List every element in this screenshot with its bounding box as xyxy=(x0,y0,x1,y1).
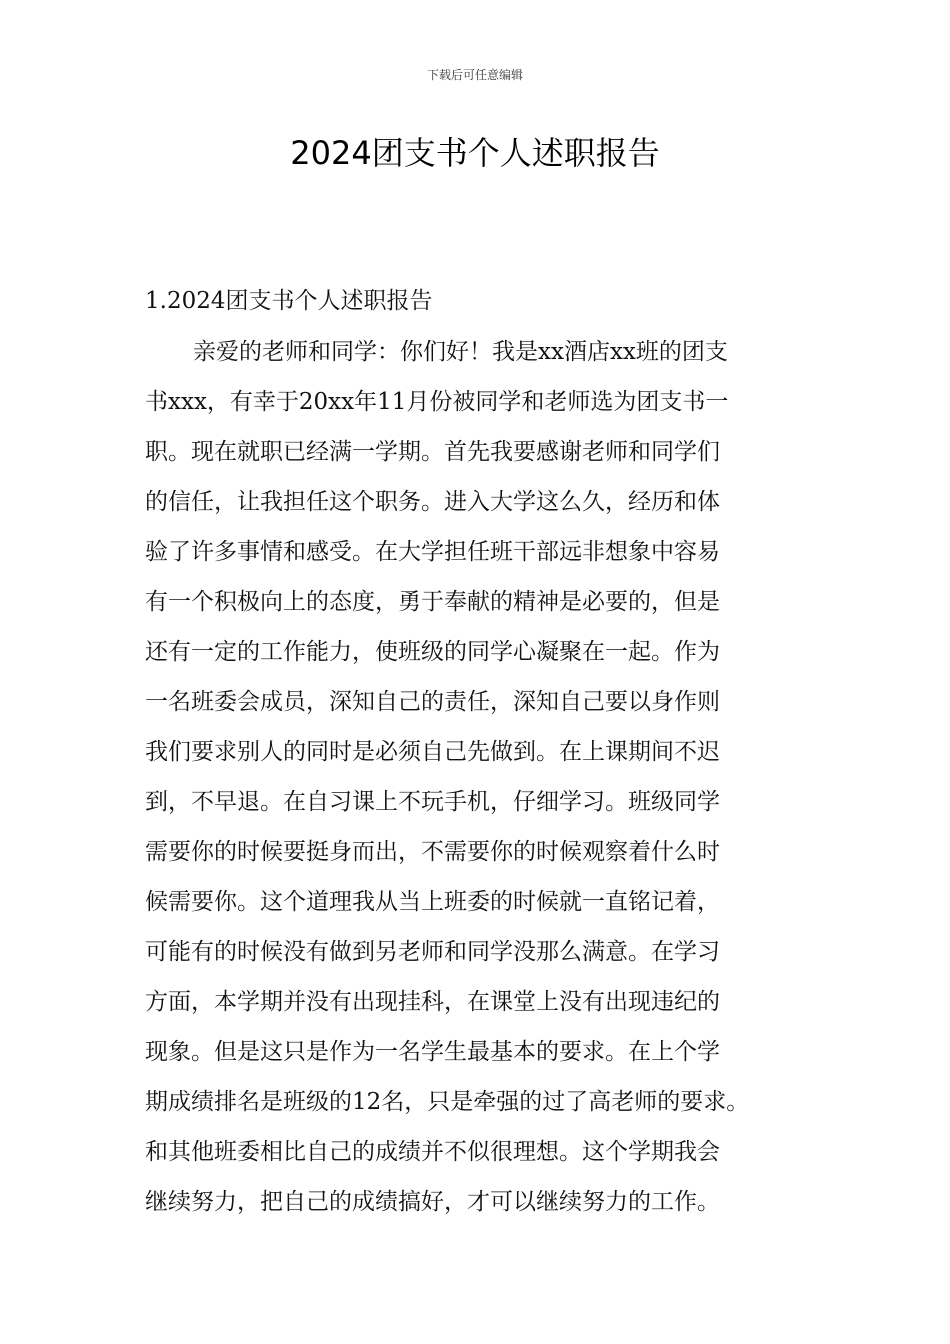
body-paragraph xyxy=(145,332,845,1232)
paragraph-line: 到，不早退。在自习课上不玩手机，仔细学习。班级同学 xyxy=(145,789,720,815)
document-title: 2024团支书个人述职报告 xyxy=(290,134,660,172)
paragraph-line: 有一个积极向上的态度，勇于奉献的精神是必要的，但是 xyxy=(145,589,720,615)
paragraph-line: 现象。但是这只是作为一名学生最基本的要求。在上个学 xyxy=(145,1039,720,1065)
paragraph-line: 和其他班委相比自己的成绩并不似很理想。这个学期我会 xyxy=(145,1139,720,1165)
section-heading: 1.2024团支书个人述职报告 xyxy=(145,288,433,314)
paragraph-line: 的信任，让我担任这个职务。进入大学这么久，经历和体 xyxy=(145,489,720,515)
paragraph-line: 验了许多事情和感受。在大学担任班干部远非想象中容易 xyxy=(145,539,720,565)
paragraph-line: 可能有的时候没有做到另老师和同学没那么满意。在学习 xyxy=(145,939,720,965)
paragraph-line: 继续努力，把自己的成绩搞好，才可以继续努力的工作。 xyxy=(145,1189,720,1215)
paragraph-line: 书xxx，有幸于20xx年11月份被同学和老师选为团支书一 xyxy=(145,389,729,415)
paragraph-line: 职。现在就职已经满一学期。首先我要感谢老师和同学们 xyxy=(145,439,720,465)
paragraph-line: 一名班委会成员，深知自己的责任，深知自己要以身作则 xyxy=(145,689,720,715)
page-header-note: 下载后可任意编辑 xyxy=(426,68,523,82)
paragraph-line: 方面，本学期并没有出现挂科，在课堂上没有出现违纪的 xyxy=(145,989,720,1015)
paragraph-line: 我们要求别人的同时是必须自己先做到。在上课期间不迟 xyxy=(145,739,720,765)
paragraph-line: 亲爱的老师和同学：你们好！我是xx酒店xx班的团支 xyxy=(193,339,728,365)
paragraph-line: 需要你的时候要挺身而出，不需要你的时候观察着什么时 xyxy=(145,839,720,865)
paragraph-line: 候需要你。这个道理我从当上班委的时候就一直铭记着， xyxy=(145,889,720,915)
paragraph-line: 还有一定的工作能力，使班级的同学心凝聚在一起。作为 xyxy=(145,639,720,665)
paragraph-line: 期成绩排名是班级的12名，只是牵强的过了高老师的要求。 xyxy=(145,1089,750,1115)
